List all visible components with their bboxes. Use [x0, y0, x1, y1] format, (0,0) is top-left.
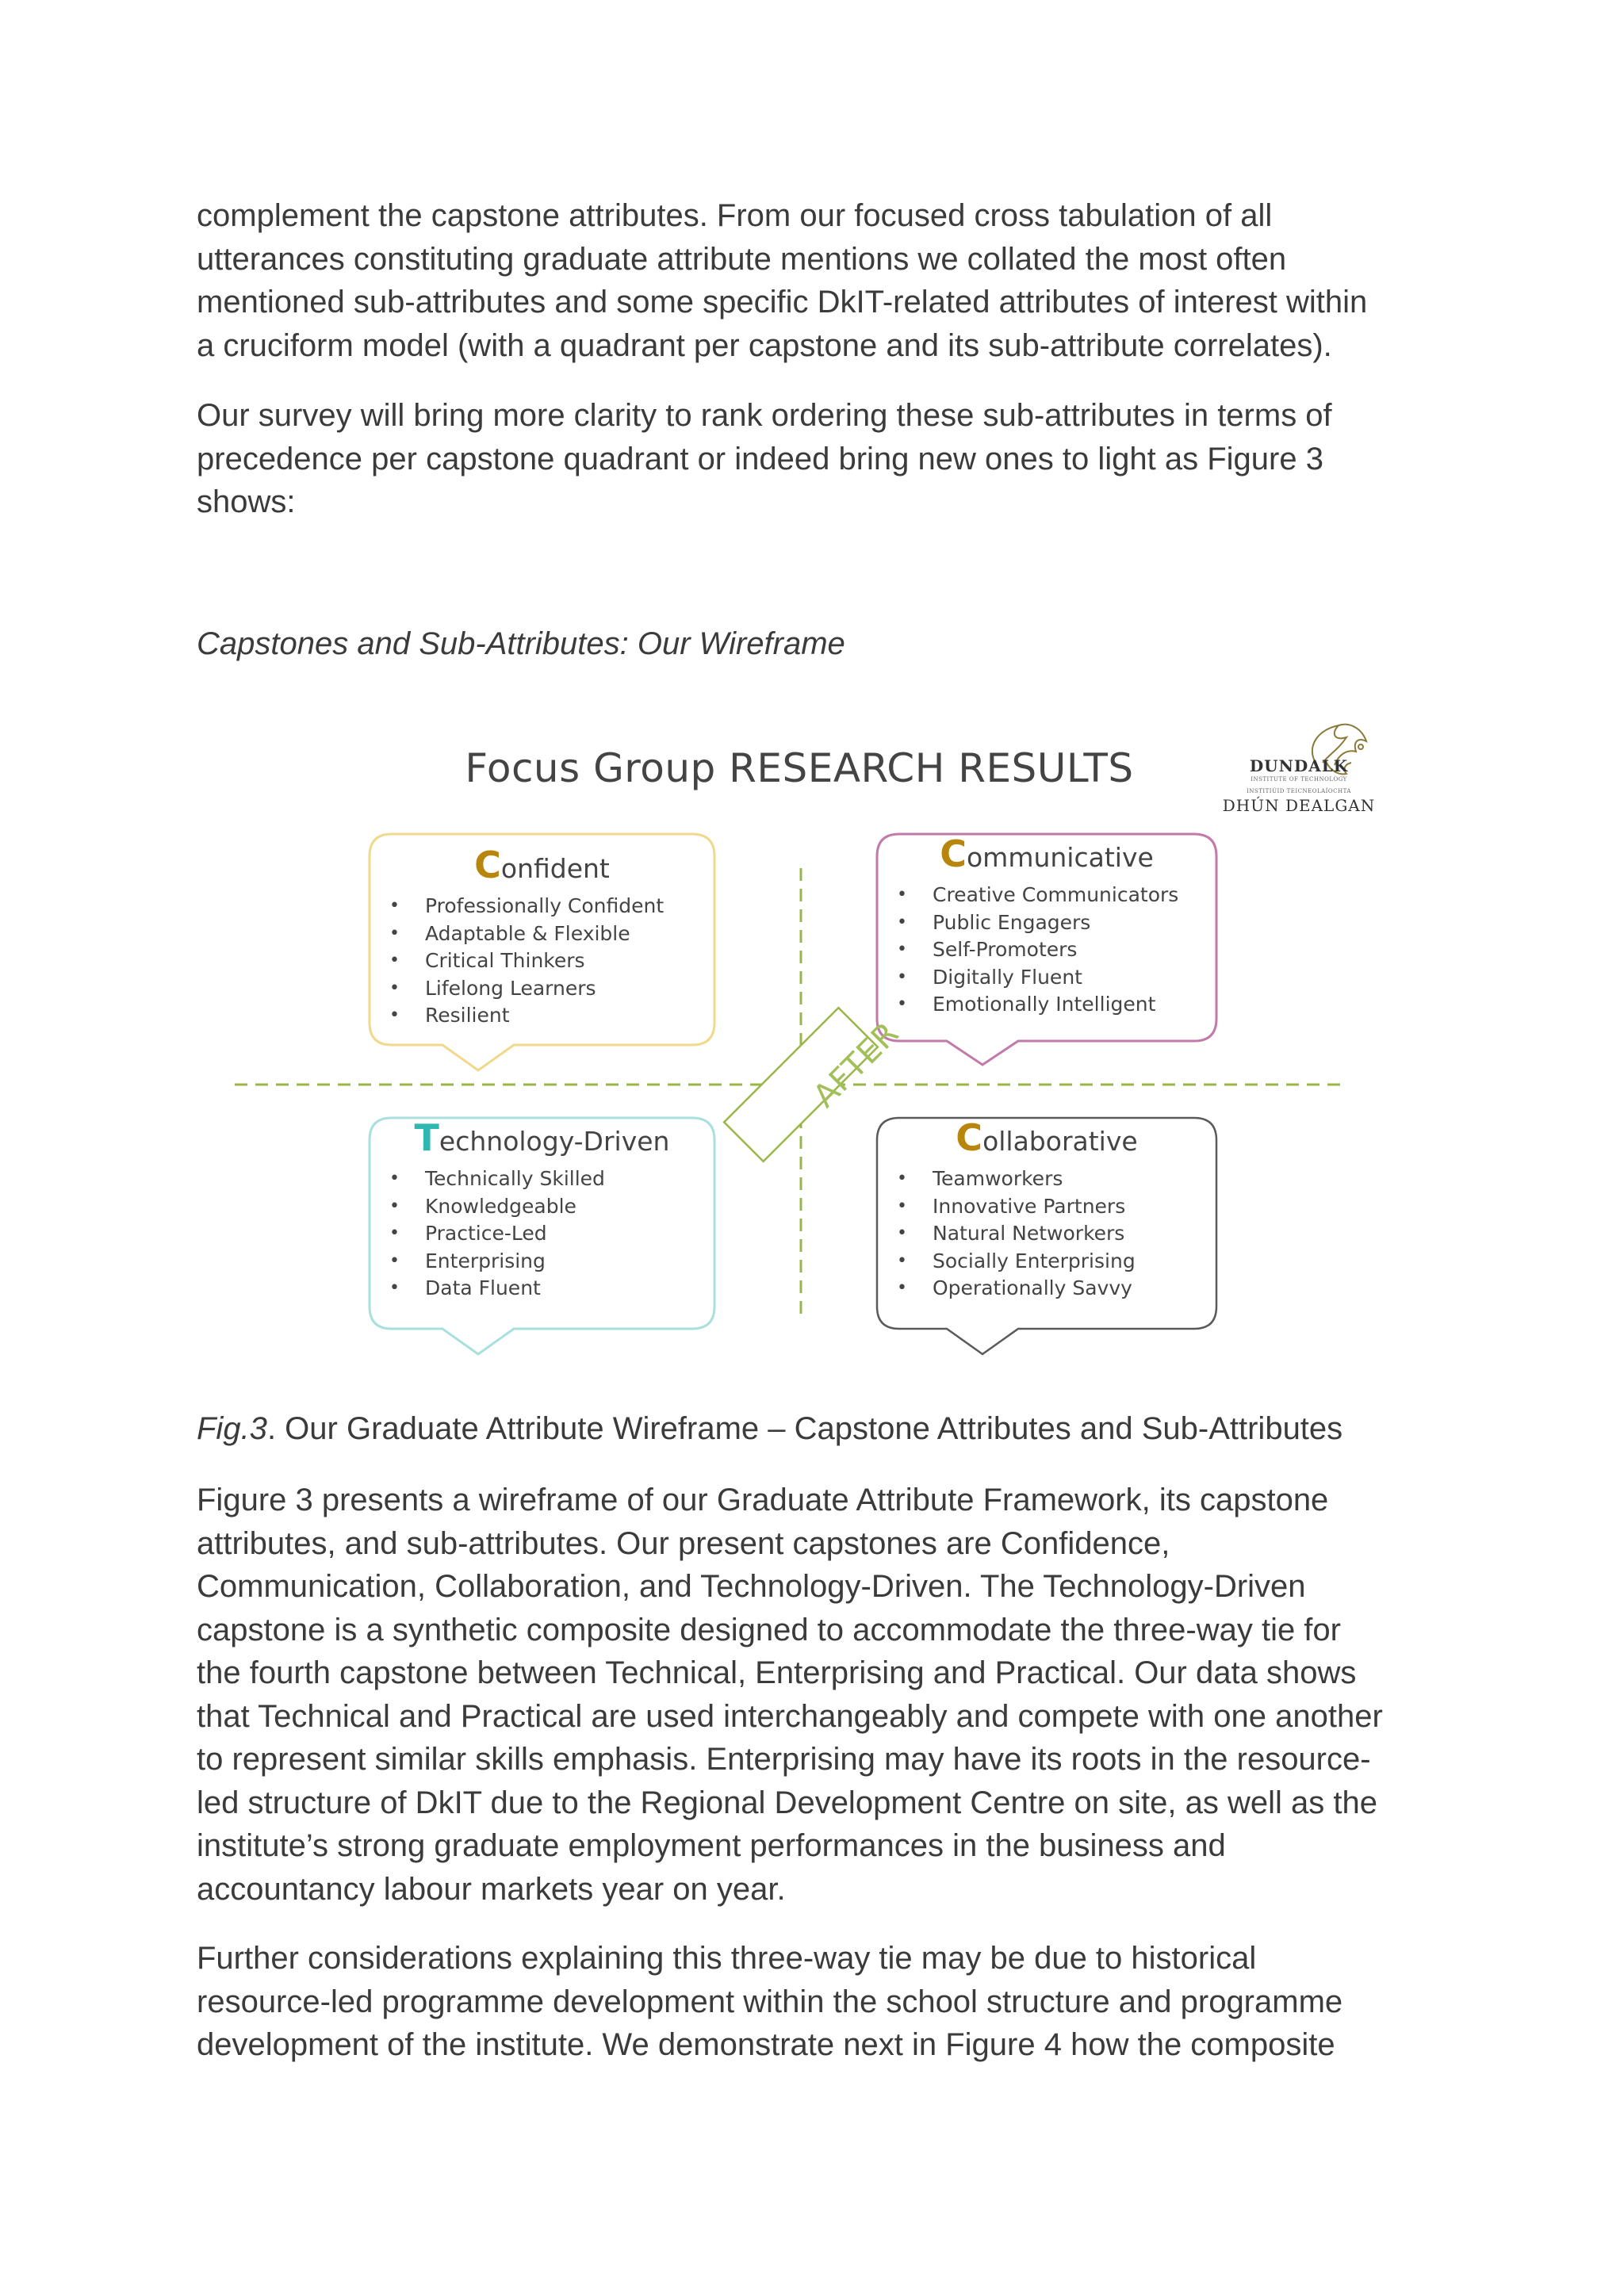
- sub-attribute-list: [897, 882, 1178, 1019]
- quadrant-initial: C: [474, 844, 501, 886]
- sub-attribute-list: [389, 893, 664, 1030]
- list-item: • Practice-Led: [389, 1220, 605, 1248]
- sub-attribute-list: [389, 1165, 605, 1303]
- quadrant-technology-driven: [370, 1118, 714, 1329]
- quadrant-initial: T: [414, 1116, 439, 1159]
- text-line: complement the capstone attributes. From our focused cross tabulation of all: [197, 198, 1273, 233]
- intro-paragraph: [197, 194, 1434, 367]
- figure-title: Focus Group RESEARCH RESULTS: [465, 745, 1134, 791]
- text-line: capstone is a synthetic composite designed to accommodate the three-way tie for: [197, 1612, 1341, 1647]
- quadrant-initial: C: [940, 832, 967, 875]
- list-item: • Knowledgeable: [389, 1193, 605, 1221]
- text-line: Further considerations explaining this three-way tie may be due to historical: [197, 1941, 1257, 1976]
- body-paragraph: [197, 1479, 1434, 1911]
- text-line: that Technical and Practical are used interchangeably and compete with one another: [197, 1698, 1383, 1734]
- text-line: shows:: [197, 484, 296, 519]
- caption-text: . Our Graduate Attribute Wireframe – Capstone Attributes and Sub-Attributes: [266, 1411, 1343, 1446]
- text-line: resource-led programme development within the school structure and programme: [197, 1984, 1343, 2019]
- text-line: precedence per capstone quadrant or indeed bring new ones to light as Figure 3: [197, 441, 1323, 476]
- text-line: utterances constituting graduate attribute mentions we collated the most often: [197, 241, 1287, 277]
- list-item: • Technically Skilled: [389, 1165, 605, 1193]
- logo-name: DUNDALK: [1249, 756, 1349, 775]
- list-item: • Public Engagers: [897, 909, 1178, 937]
- quadrant-title: [370, 844, 714, 886]
- logo-irish-name: DHÚN DEALGAN: [1222, 796, 1376, 815]
- quadrant-title: [370, 1116, 714, 1159]
- text-line: institute’s strong graduate employment performances in the business and: [197, 1828, 1226, 1863]
- quadrant-title-rest: echnology-Driven: [439, 1126, 670, 1157]
- text-line: accountancy labour markets year on year.: [197, 1871, 786, 1907]
- text-line: to represent similar skills emphasis. Enterprising may have its roots in the resource-: [197, 1742, 1371, 1777]
- quadrant-title-rest: ollaborative: [982, 1126, 1138, 1157]
- list-item: • Enterprising: [389, 1248, 605, 1276]
- caption-label: Fig.3: [197, 1411, 267, 1446]
- figure-caption: [197, 1407, 1434, 1451]
- list-item: • Adaptable & Flexible: [389, 920, 664, 948]
- list-item: • Lifelong Learners: [389, 975, 664, 1003]
- text-line: attributes, and sub-attributes. Our present capstones are Confidence,: [197, 1525, 1170, 1561]
- text-line: led structure of DkIT due to the Regional Development Centre on site, as well as the: [197, 1785, 1377, 1820]
- text-line: the fourth capstone between Technical, Enterprising and Practical. Our data shows: [197, 1655, 1357, 1690]
- after-stamp-text: AFTER: [806, 1015, 906, 1115]
- quadrant-title-rest: ommunicative: [966, 842, 1154, 873]
- list-item: • Digitally Fluent: [897, 964, 1178, 992]
- list-item: • Socially Enterprising: [897, 1248, 1136, 1276]
- list-item: • Self-Promoters: [897, 936, 1178, 964]
- list-item: • Creative Communicators: [897, 882, 1178, 909]
- list-item: • Innovative Partners: [897, 1193, 1136, 1221]
- logo-subtitle: INSTITUTE OF TECHNOLOGY: [1251, 776, 1347, 783]
- further-paragraph: [197, 1937, 1434, 2067]
- quadrant-communicative: [877, 834, 1216, 1041]
- quadrant-confident: [370, 834, 714, 1045]
- list-item: • Critical Thinkers: [389, 947, 664, 975]
- quadrant-title: [877, 832, 1216, 875]
- figure-wireframe: [197, 690, 1434, 1403]
- list-item: • Teamworkers: [897, 1165, 1136, 1193]
- logo-subtitle-irish: INSTITIÚID TEICNEOLAÍOCHTA: [1247, 788, 1351, 794]
- quadrant-title: [877, 1116, 1216, 1159]
- list-item: • Resilient: [389, 1002, 664, 1030]
- list-item: • Emotionally Intelligent: [897, 991, 1178, 1019]
- quadrant-title-rest: onfident: [500, 853, 610, 884]
- section-heading: Capstones and Sub-Attributes: Our Wireframe: [197, 626, 845, 661]
- list-item: • Natural Networkers: [897, 1220, 1136, 1248]
- text-line: a cruciform model (with a quadrant per capstone and its sub-attribute correlates).: [197, 327, 1332, 363]
- quadrant-initial: C: [956, 1116, 983, 1159]
- text-line: development of the institute. We demonstrate next in Figure 4 how the composite: [197, 2027, 1335, 2062]
- text-line: Our survey will bring more clarity to rank ordering these sub-attributes in terms of: [197, 398, 1332, 433]
- list-item: • Professionally Confident: [389, 893, 664, 920]
- text-line: Figure 3 presents a wireframe of our Graduate Attribute Framework, its capstone: [197, 1483, 1329, 1517]
- text-line: mentioned sub-attributes and some specific DkIT-related attributes of interest within: [197, 285, 1368, 320]
- text-line: Communication, Collaboration, and Technology-Driven. The Technology-Driven: [197, 1569, 1306, 1604]
- list-item: • Operationally Savvy: [897, 1275, 1136, 1303]
- list-item: • Data Fluent: [389, 1275, 605, 1303]
- quadrant-collaborative: [877, 1118, 1216, 1329]
- survey-paragraph: [197, 394, 1434, 524]
- sub-attribute-list: [897, 1165, 1136, 1303]
